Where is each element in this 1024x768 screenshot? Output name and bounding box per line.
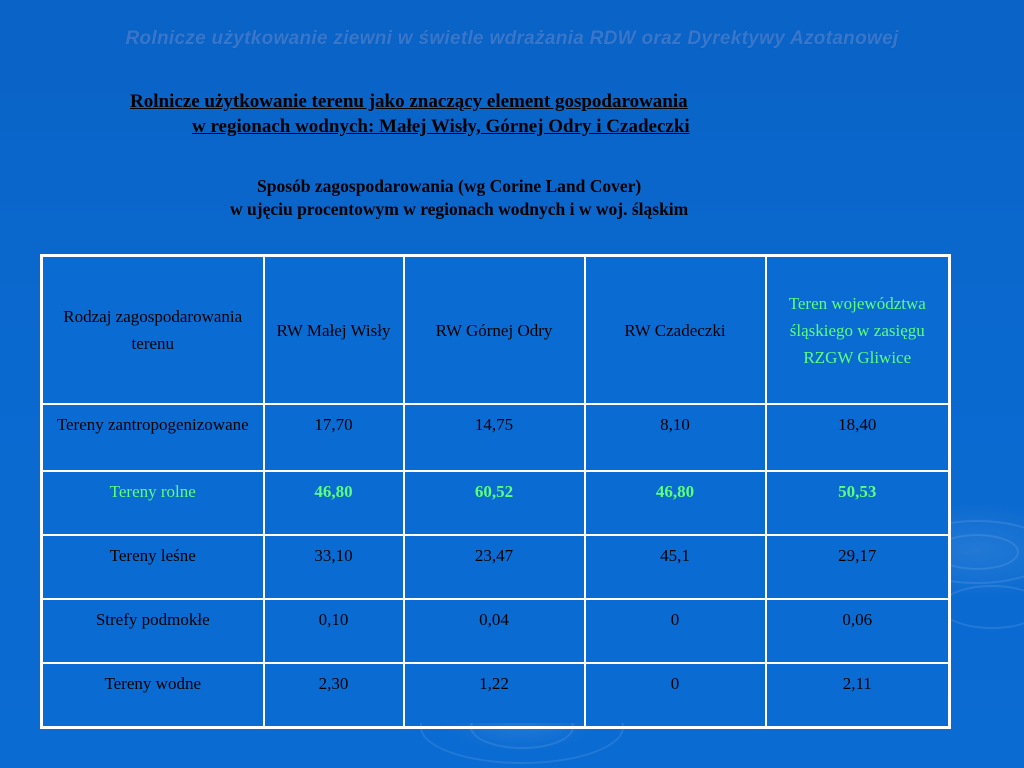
column-header-mala-wisla: RW Małej Wisły <box>264 256 404 405</box>
table-row-anthropogenic <box>42 404 950 471</box>
table-cell: 0,04 <box>404 599 585 663</box>
table-cell: 29,17 <box>766 535 950 599</box>
table-row-forest <box>42 535 950 599</box>
column-header-czadeczka: RW Czadeczki <box>585 256 766 405</box>
table-row-agricultural <box>42 471 950 535</box>
table-header-row <box>42 256 950 405</box>
table-cell: 1,22 <box>404 663 585 727</box>
row-label-anthropogenic: Tereny zantropogenizowane <box>42 404 264 471</box>
table-cell: 2,11 <box>766 663 950 727</box>
table-cell: 14,75 <box>404 404 585 471</box>
main-heading-line-2: w regionach wodnych: Małej Wisły, Górnej Odry i Czadeczki <box>192 116 690 137</box>
table-cell: 8,10 <box>585 404 766 471</box>
table-cell: 0 <box>585 599 766 663</box>
column-header-gorna-odra: RW Górnej Odry <box>404 256 585 405</box>
row-label-wetlands: Strefy podmokłe <box>42 599 264 663</box>
table-cell: 18,40 <box>766 404 950 471</box>
table-cell: 45,1 <box>585 535 766 599</box>
row-label-agricultural: Tereny rolne <box>42 471 264 535</box>
column-header-silesian-voivodeship: Teren województwa śląskiego w zasięgu RZGW Gliwice <box>766 256 950 405</box>
main-heading-line-1: Rolnicze użytkowanie terenu jako znaczący element gospodarowania <box>130 91 688 112</box>
column-header-land-use-type: Rodzaj zagospodarowania terenu <box>42 256 264 405</box>
slide-header-title: Rolnicze użytkowanie ziewni w świetle wdrażania RDW oraz Dyrektywy Azotanowej <box>125 28 899 49</box>
table-cell-highlight: 46,80 <box>585 471 766 535</box>
table-cell: 0,06 <box>766 599 950 663</box>
table-cell: 23,47 <box>404 535 585 599</box>
sub-heading-line-2: w ujęciu procentowym w regionach wodnych i w woj. śląskim <box>230 199 689 219</box>
table-cell-highlight: 60,52 <box>404 471 585 535</box>
table-cell: 33,10 <box>264 535 404 599</box>
table-row-wetlands <box>42 599 950 663</box>
land-use-table <box>40 254 951 729</box>
table-cell: 17,70 <box>264 404 404 471</box>
land-use-table-container <box>40 254 948 723</box>
table-cell: 0,10 <box>264 599 404 663</box>
row-label-water: Tereny wodne <box>42 663 264 727</box>
table-cell: 0 <box>585 663 766 727</box>
table-cell-highlight: 50,53 <box>766 471 950 535</box>
row-label-forest: Tereny leśne <box>42 535 264 599</box>
table-cell: 2,30 <box>264 663 404 727</box>
table-row-water <box>42 663 950 727</box>
decorative-ripple <box>940 585 1024 629</box>
table-cell-highlight: 46,80 <box>264 471 404 535</box>
sub-heading-line-1: Sposób zagospodarowania (wg Corine Land Cover) <box>257 176 642 196</box>
